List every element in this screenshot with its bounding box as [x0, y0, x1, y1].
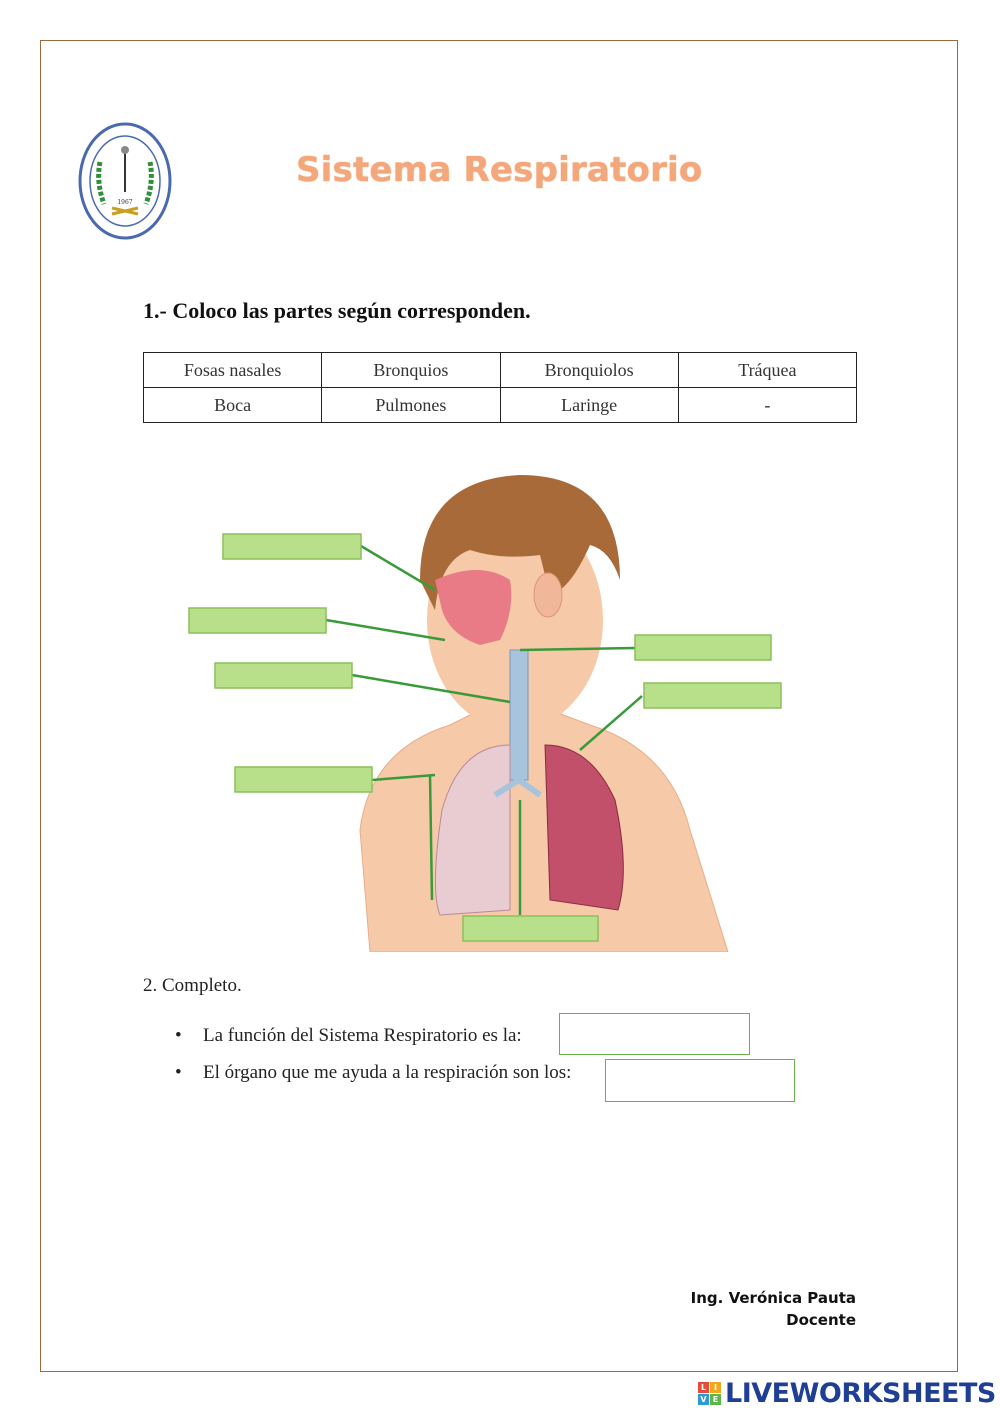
bullet-icon: • [175, 1062, 182, 1083]
table-cell[interactable]: Pulmones [322, 388, 500, 423]
table-cell[interactable]: Bronquiolos [500, 353, 678, 388]
answer-input-1[interactable] [559, 1013, 750, 1055]
label-box [644, 683, 781, 708]
parts-table [143, 352, 857, 423]
liveworksheets-logo [698, 1378, 996, 1408]
question-2-heading: 2. Completo. [143, 975, 242, 996]
svg-text:1967: 1967 [117, 199, 133, 206]
question-2-item: La función del Sistema Respiratorio es la: [203, 1025, 522, 1046]
answer-input-2[interactable] [605, 1059, 795, 1102]
label-box [463, 916, 598, 941]
label-box [235, 767, 372, 792]
table-row [144, 353, 857, 388]
teacher-name: Ing. Verónica Pauta [690, 1289, 856, 1307]
liveworksheets-icon: L I V E [698, 1382, 721, 1405]
list-item [175, 1062, 572, 1084]
table-row [144, 388, 857, 423]
label-box [223, 534, 361, 559]
table-cell[interactable]: Fosas nasales [144, 353, 322, 388]
table-cell[interactable]: Boca [144, 388, 322, 423]
teacher-role: Docente [786, 1311, 856, 1329]
table-cell[interactable]: Tráquea [678, 353, 856, 388]
label-box [635, 635, 771, 660]
question-2-item: El órgano que me ayuda a la respiración son los: [203, 1062, 572, 1083]
table-cell[interactable]: Bronquios [322, 353, 500, 388]
liveworksheets-wordmark: LIVEWORKSHEETS [725, 1377, 996, 1409]
trachea [510, 650, 528, 780]
question-1-heading: 1.- Coloco las partes según corresponden. [143, 298, 531, 323]
page-title: Sistema Respiratorio [296, 150, 703, 190]
signature [691, 1287, 856, 1331]
label-box [215, 663, 352, 688]
bullet-icon: • [175, 1025, 182, 1046]
list-item [175, 1025, 522, 1047]
table-cell[interactable]: Laringe [500, 388, 678, 423]
respiratory-diagram [180, 470, 800, 952]
table-cell[interactable]: - [678, 388, 856, 423]
school-logo [78, 122, 172, 240]
ear [534, 573, 562, 617]
label-box [189, 608, 326, 633]
